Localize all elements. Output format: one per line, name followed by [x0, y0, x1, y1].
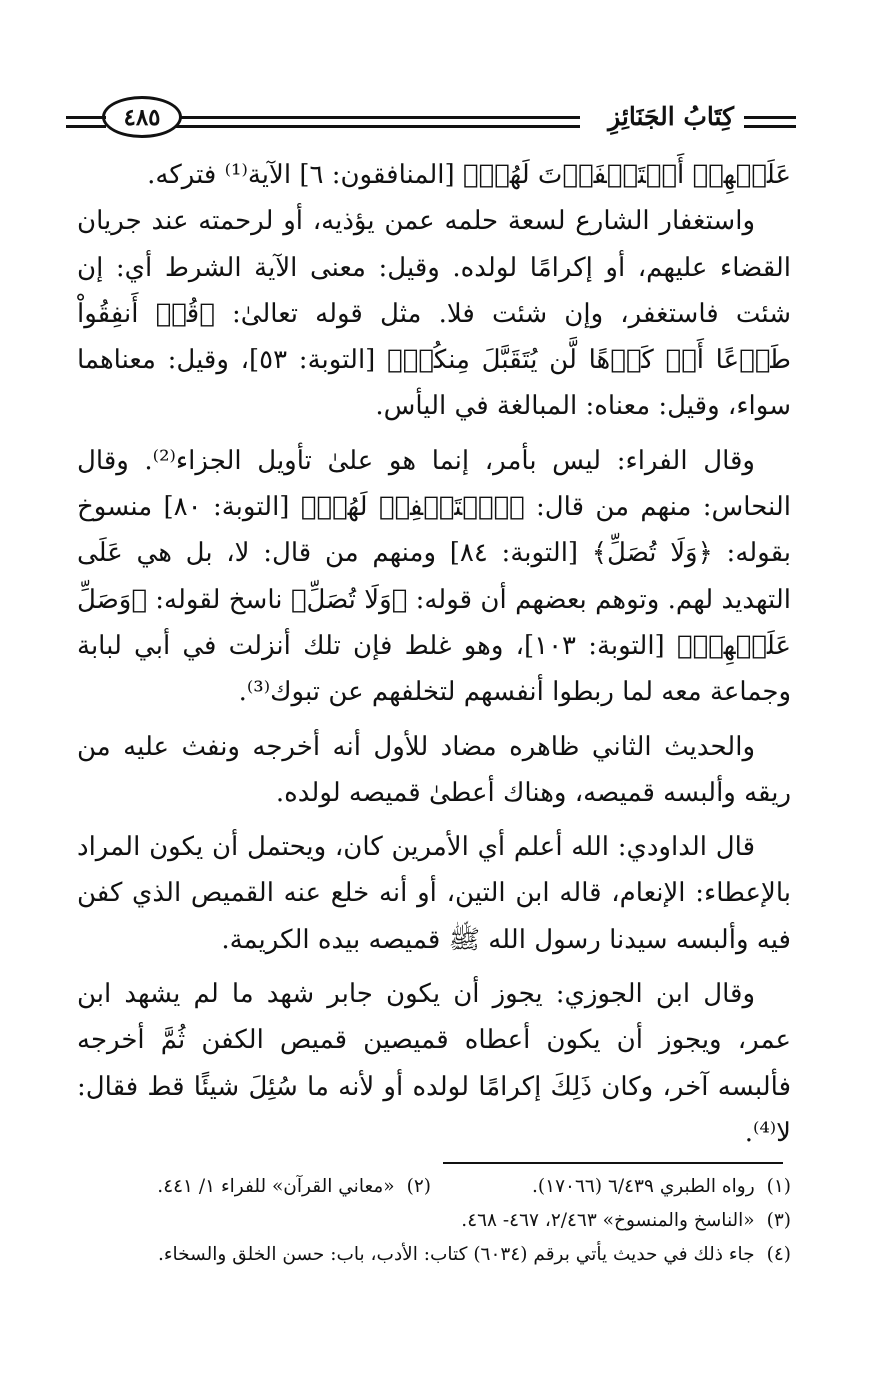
footnotes [77, 1170, 791, 1272]
header-rule [744, 116, 796, 119]
paragraph: والحديث الثاني ظاهره مضاد للأول أنه أخرجه ونفث عليه من ريقه وألبسه قميصه، وهناك أعطىٰ قميصه لولده. [77, 731, 791, 808]
footnote-number: (٢) [406, 1176, 431, 1197]
footnote-number: (٣) [766, 1210, 791, 1231]
footnote-row [77, 1238, 791, 1272]
page-header [66, 92, 796, 144]
page-number: ٤٨٥ [102, 96, 182, 138]
paragraph: قال الداودي: الله أعلم أي الأمرين كان، ويحتمل أن يكون المراد بالإعطاء: الإنعام، قاله ابن التين، أو أنه خلع عنه القميص الذي كفن فيه وألبسه سيدنا رسول الله ﷺ قميصه بيده الكريمة. [77, 832, 791, 955]
footnote [158, 1238, 791, 1272]
paragraph: وقال الفراء: ليس بأمر، إنما هو علىٰ تأويل الجزاء⁽²⁾. وقال النحاس: منهم من قال: ﴿ٱسۡتَغۡفِرۡ لَهُمۡ﴾ [التوبة: ٨٠] منسوخ بقوله: ﴿وَلَا تُصَلِّ﴾ [التوبة: ٨٤] ومنهم من قال: لا، بل هي عَلَى التهديد لهم. وتوهم بعضهم أن قوله: ﴿وَلَا تُصَلِّ﴾ ناسخ لقوله: ﴿وَصَلِّ عَلَيۡهِمۡ﴾ [التوبة: ١٠٣]، وهو غلط فإن تلك أنزلت في أبي لبابة وجماعة معه لما ربطوا أنفسهم لتخلفهم عن تبوك⁽³⁾. [77, 445, 792, 708]
chapter-title: كِتَابُ الجَنَائِزِ [608, 102, 734, 131]
footnote-number: (١) [766, 1176, 791, 1197]
main-text [77, 152, 791, 1156]
paragraph: واستغفار الشارع لسعة حلمه عمن يؤذيه، أو لرحمته عند جريان القضاء عليهم، أو إكرامًا لولده. وقيل: معنى الآية الشرط أي: إن شئت فاستغفر، وإن شئت فلا. مثل قوله تعالىٰ: ﴿قُلۡ أَنفِقُواْ طَوۡعًا أَوۡ كَرۡهًا لَّن يُتَقَبَّلَ مِنكُمۡ﴾ [التوبة: ٥٣]، وقيل: معناهما سواء، وقيل: معناه: المبالغة في اليأس. [77, 206, 791, 422]
footnote [157, 1170, 431, 1204]
footnote-text: جاء ذلك في حديث يأتي برقم (٦٠٣٤) كتاب: الأدب، باب: حسن الخلق والسخاء. [157, 1244, 755, 1265]
paragraph: عَلَيۡهِمۡ أَسۡتَغۡفَرۡتَ لَهُمۡ﴾ [المنافقون: ٦] الآية⁽¹⁾ فتركه. [147, 160, 791, 190]
footnote-text: رواه الطبري ٦/٤٣٩ (١٧٠٦٦). [532, 1176, 755, 1197]
header-rule [174, 125, 580, 128]
header-rule [744, 125, 796, 128]
footnote [461, 1204, 791, 1238]
footnote [431, 1170, 791, 1204]
paragraph: وقال ابن الجوزي: يجوز أن يكون جابر شهد ما لم يشهد ابن عمر، ويجوز أن يكون أعطاه قميصين قميص الكفن ثُمَّ أخرجه فألبسه آخر، وكان ذَلِكَ إكرامًا لولده أو لأنه ما سُئِلَ شيئًا قط فقال: لا⁽⁴⁾. [77, 979, 791, 1148]
header-rule [66, 116, 106, 119]
footnote-row [77, 1204, 791, 1238]
header-rule [174, 116, 580, 119]
footnote-separator [443, 1162, 783, 1164]
footnote-text: «معاني القرآن» للفراء ١/ ٤٤١. [157, 1176, 395, 1197]
footnote-number: (٤) [766, 1244, 791, 1265]
header-rule [66, 125, 106, 128]
footnote-row [77, 1170, 791, 1204]
footnote-text: «الناسخ والمنسوخ» ٢/٤٦٣، ٤٦٧- ٤٦٨. [461, 1210, 755, 1231]
